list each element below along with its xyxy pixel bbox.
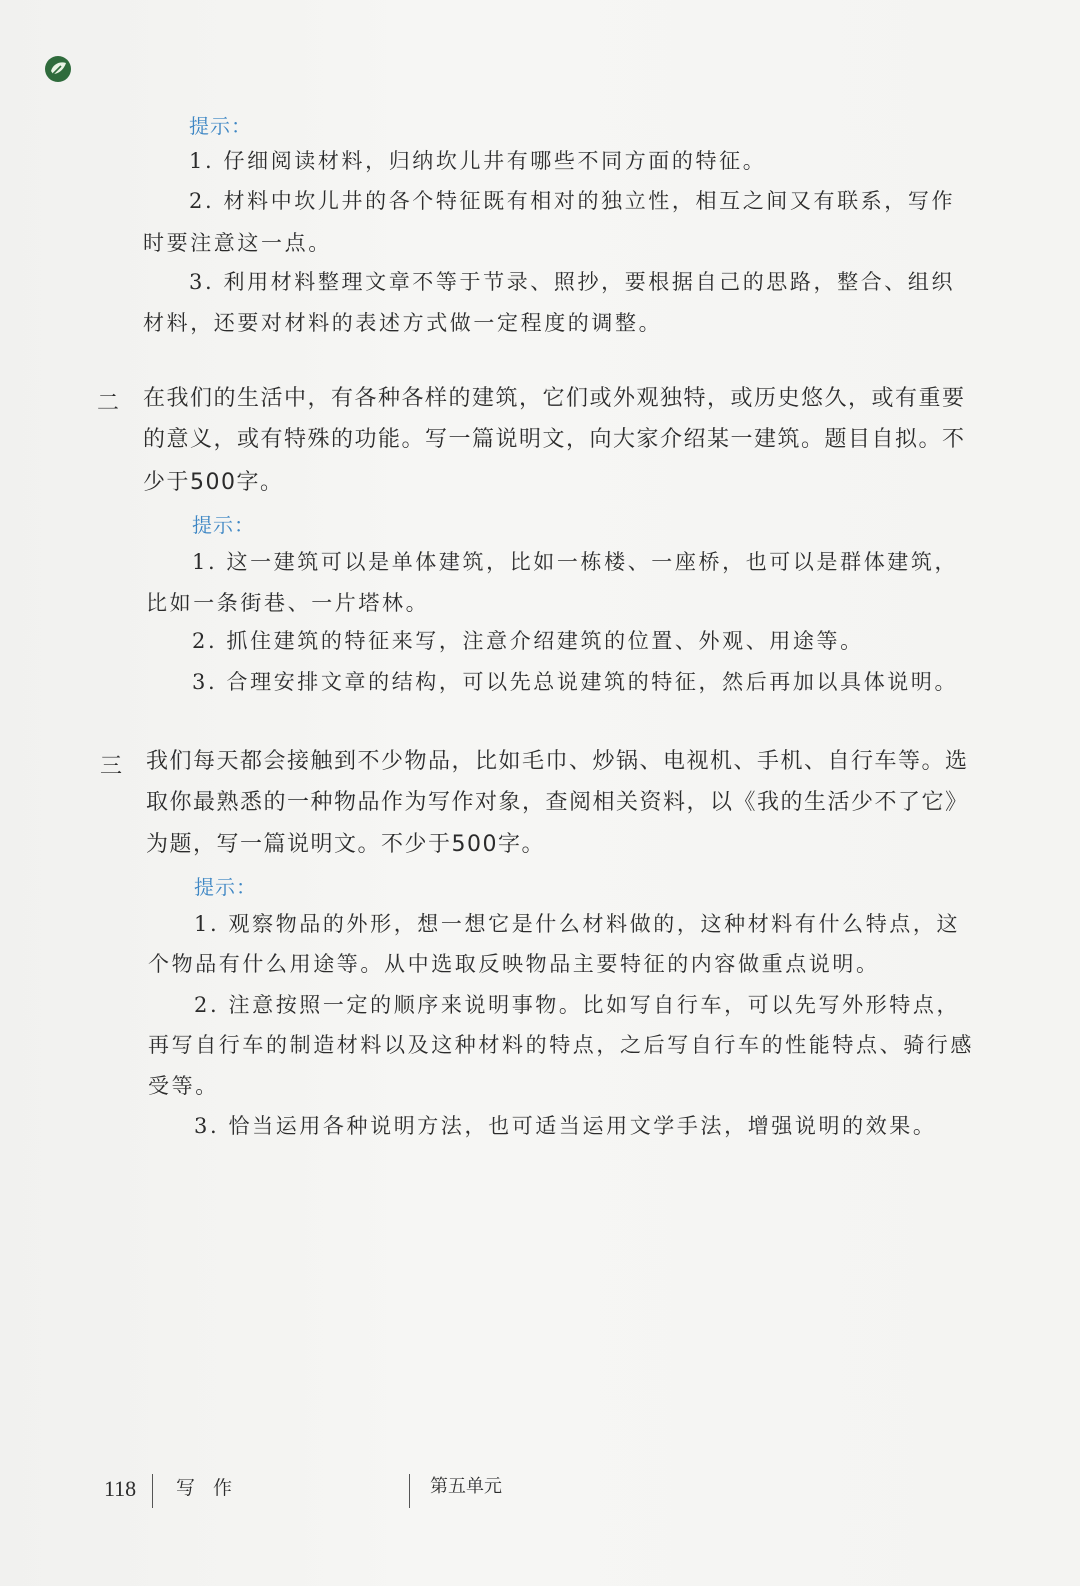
tip-line: 受等。 xyxy=(148,1074,219,1098)
tip-line: 1. 观察物品的外形，想一想它是什么材料做的，这种材料有什么特点，这 xyxy=(194,912,961,936)
footer-section: 写 作 xyxy=(176,1477,239,1499)
tip-line: 3. 合理安排文章的结构，可以先总说建筑的特征，然后再加以具体说明。 xyxy=(192,670,959,694)
tip-line: 3. 利用材料整理文章不等于节录、照抄，要根据自己的思路，整合、组织 xyxy=(189,270,956,294)
task-number: 二 xyxy=(97,391,120,416)
tip-line: 1. 仔细阅读材料，归纳坎儿井有哪些不同方面的特征。 xyxy=(189,149,767,173)
tip-line: 时要注意这一点。 xyxy=(143,231,332,255)
tip-line: 再写自行车的制造材料以及这种材料的特点，之后写自行车的性能特点、骑行感 xyxy=(148,1033,974,1057)
tip-line: 3. 恰当运用各种说明方法，也可适当运用文学手法，增强说明的效果。 xyxy=(194,1114,937,1138)
task-prompt-line: 的意义，或有特殊的功能。写一篇说明文，向大家介绍某一建筑。题目自拟。不 xyxy=(143,427,966,452)
tip-line: 1. 这一建筑可以是单体建筑，比如一栋楼、一座桥，也可以是群体建筑， xyxy=(192,550,959,574)
hint-label: 提示： xyxy=(194,875,257,899)
task-prompt-line: 为题，写一篇说明文。不少于500字。 xyxy=(146,832,545,857)
tip-line: 2. 注意按照一定的顺序来说明事物。比如写自行车，可以先写外形特点， xyxy=(194,993,961,1017)
tip-line: 比如一条街巷、一片塔林。 xyxy=(146,591,430,615)
task-number: 三 xyxy=(100,754,123,779)
footer-divider xyxy=(152,1474,153,1508)
tip-line: 材料，还要对材料的表述方式做一定程度的调整。 xyxy=(143,311,663,335)
task-prompt-line: 我们每天都会接触到不少物品，比如毛巾、炒锅、电视机、手机、自行车等。选 xyxy=(146,749,969,774)
leaf-circle-icon xyxy=(44,55,72,83)
page-number: 118 xyxy=(104,1476,137,1501)
footer-unit: 第五单元 xyxy=(430,1476,502,1497)
tip-line: 个物品有什么用途等。从中选取反映物品主要特征的内容做重点说明。 xyxy=(148,952,880,976)
tip-line: 2. 抓住建筑的特征来写，注意介绍建筑的位置、外观、用途等。 xyxy=(192,629,864,653)
tip-line: 2. 材料中坎儿井的各个特征既有相对的独立性，相互之间又有联系，写作 xyxy=(189,189,956,213)
hint-label: 提示： xyxy=(192,513,255,537)
task-prompt-line: 在我们的生活中，有各种各样的建筑，它们或外观独特，或历史悠久，或有重要 xyxy=(143,386,966,411)
hint-label: 提示： xyxy=(189,114,252,138)
task-prompt-line: 少于500字。 xyxy=(143,470,284,495)
footer-divider xyxy=(409,1474,410,1508)
task-prompt-line: 取你最熟悉的一种物品作为写作对象，查阅相关资料，以《我的生活少不了它》 xyxy=(146,790,969,815)
